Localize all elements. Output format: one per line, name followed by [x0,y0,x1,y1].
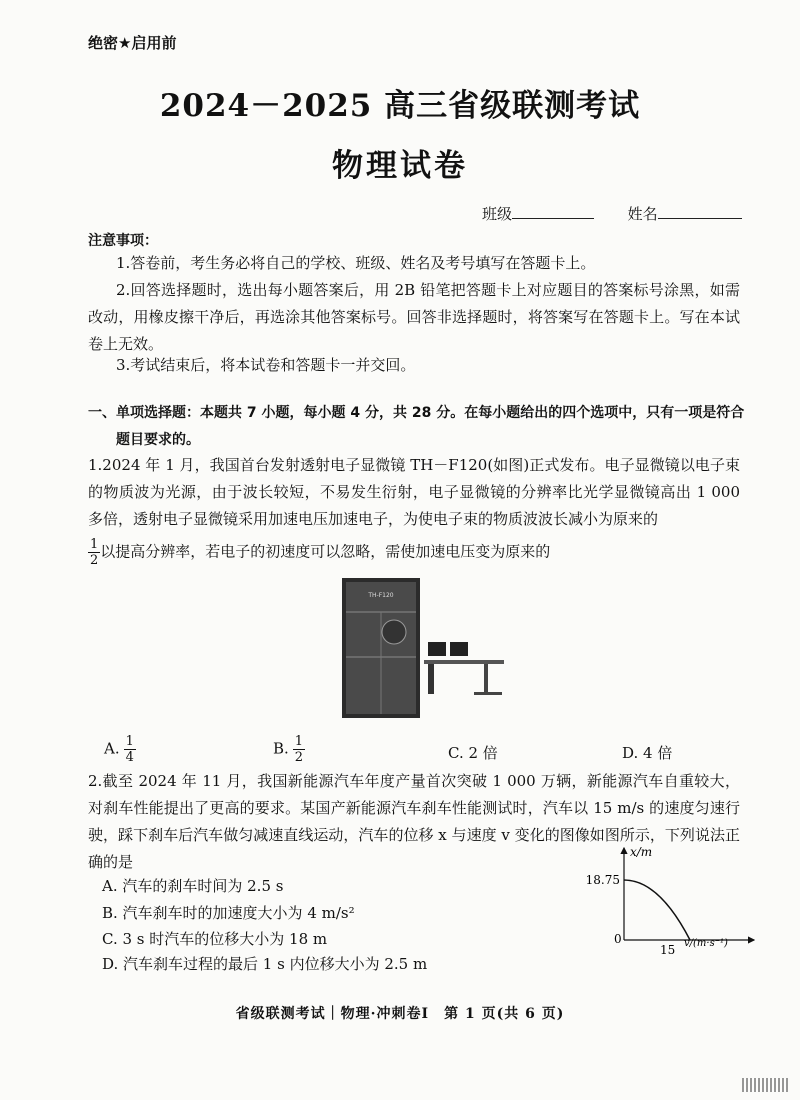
y-tick-label: 18.75 [585,873,620,887]
subject-title: 物理试卷 [332,148,468,184]
q2-option-b: B. 汽车刹车时的加速度大小为 4 m/s² [102,904,355,922]
q2-option-c: C. 3 s 时汽车的位移大小为 18 m [102,930,328,948]
origin-label: 0 [614,932,622,946]
q1-option-c: C. 2 倍 [448,744,498,762]
notice-item-3: 3.考试结束后，将本试卷和答题卡一并交回。 [116,356,416,374]
q1-option-d: D. 4 倍 [622,744,673,762]
xv-graph [584,842,760,960]
xv-curve [624,880,690,940]
name-label: 姓名 [627,205,658,223]
monitor-right [450,642,468,656]
desk [424,660,504,664]
y-axis-label: x/m [630,845,653,859]
exam-title: 2024－2025 高三省级联测考试 [159,88,641,124]
monitor-left [428,642,446,656]
q1-stem: 1.2024 年 1 月，我国首台发射透射电子显微镜 TH－F120(如图)正式发布。电子显微镜以电子束的物质波为光源，由于波长较短，不易发生衍射，电子显微镜的分辨率比光学显微镜高出 1 000 多倍，透射电子显微镜采用加速电压加速电子，为使电子束的物质波波长减小为原来的 [88,456,740,528]
notice-item-2: 2.回答选择题时，选出每小题答案后，用 2B 铅笔把答题卡上对应题目的答案标号涂黑，如需改动，用橡皮擦干净后，再选涂其他答案标号。回答非选择题时，将答案写在答题卡上。写在本试卷上无效。 [88,281,740,353]
qr-watermark [742,1078,788,1092]
section-heading: 一、单项选择题：本题共 7 小题，每小题 4 分，共 28 分。在每小题给出的四个选项中，只有一项是符合题目要求的。 [88,405,745,448]
question-1 [88,452,740,568]
x-axis-label: v/(m·s⁻¹) [684,938,728,949]
q2-option-a: A. 汽车的刹车时间为 2.5 s [102,877,284,895]
microscope-figure [334,572,510,724]
notice-heading: 注意事项： [88,233,158,249]
page-footer: 省级联测考试｜物理·冲刺卷Ⅰ 第 1 页(共 6 页) [235,1006,565,1022]
microscope-brand: TH-F120 [368,592,394,599]
confidential-label: 绝密★启用前 [88,34,177,52]
q1-option-a: A. $\frac{1}{4}$ [104,734,134,765]
q2-stem: 2.截至 2024 年 11 月，我国新能源汽车年度产量首次突破 1 000 万辆，新能源汽车自重较大，对刹车性能提出了更高的要求。某国产新能源汽车刹车性能测试时，汽车以 15 m/s 的速度匀速行驶，踩下刹车后汽车做匀减速直线运动，汽车的位移 x 与速度 v 变化的图像如图所示，下列说法正确的是 [88,772,740,871]
class-label: 班级 [482,205,513,223]
class-field[interactable] [512,204,594,219]
x-tick-label: 15 [660,943,676,957]
q1-fraction: $\frac{1}{2}$ [90,537,99,568]
q2-option-d: D. 汽车刹车过程的最后 1 s 内位移大小为 2.5 m [102,955,428,973]
student-info-fields [482,203,742,224]
name-field[interactable] [658,204,742,219]
q1-option-b: B. $\frac{1}{2}$ [273,734,304,765]
notice-item-1: 1.答卷前，考生务必将自己的学校、班级、姓名及考号填写在答题卡上。 [116,254,596,272]
q1-stem-tail: $\frac{1}{2}$ 以提高分辨率，若电子的初速度可以忽略，需使加速电压变为原来的 [90,537,551,568]
